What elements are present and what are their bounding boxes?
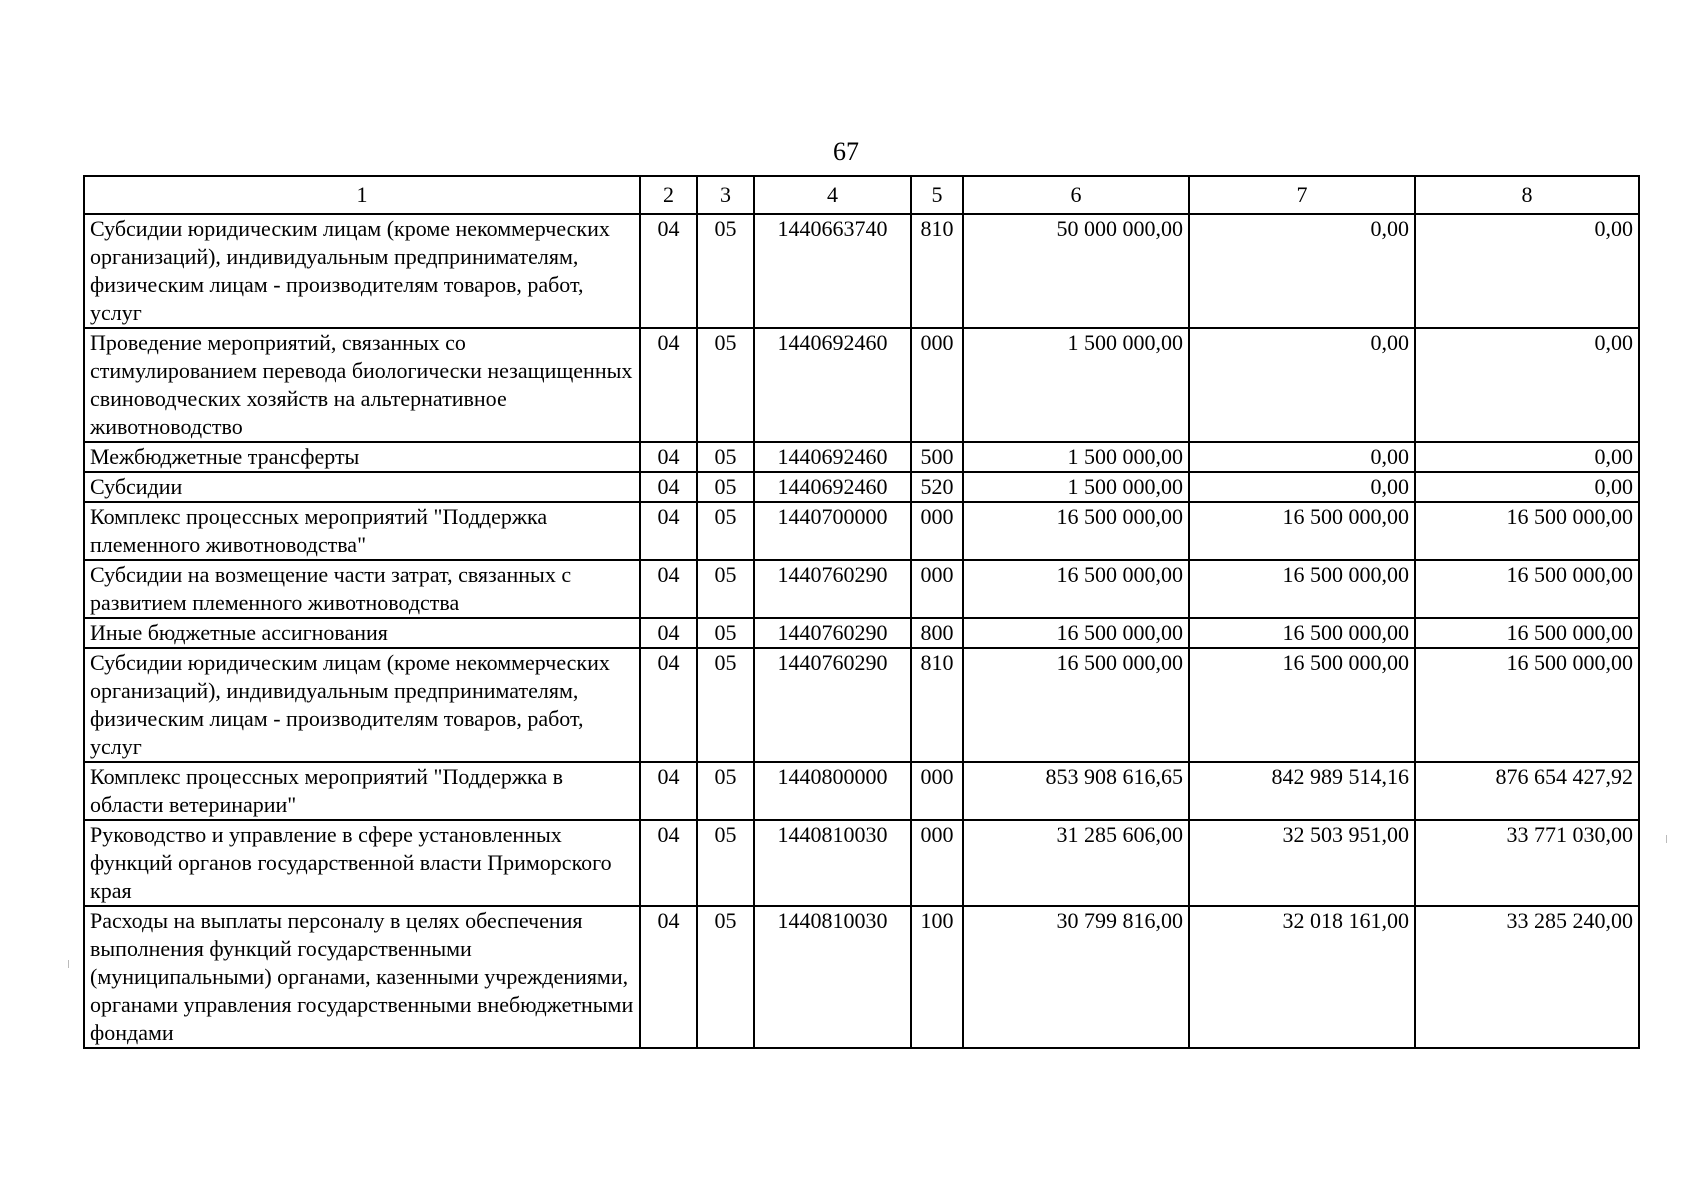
expense-type-cell: 000 bbox=[911, 762, 963, 820]
row-name-cell: Расходы на выплаты персоналу в целях обеспечения выполнения функций государственными (муниципальными) органами, казенными учреждениями, органами управления государственными внебюджетными фондами bbox=[84, 906, 640, 1048]
amount-cell-year3: 16 500 000,00 bbox=[1415, 560, 1639, 618]
column-header: 2 bbox=[640, 176, 697, 214]
target-article-cell: 1440810030 bbox=[754, 906, 911, 1048]
table-row bbox=[84, 214, 1639, 328]
header-row bbox=[84, 176, 1639, 214]
section-cell: 04 bbox=[640, 648, 697, 762]
row-name-cell: Субсидии на возмещение части затрат, связанных с развитием племенного животноводства bbox=[84, 560, 640, 618]
subsection-cell: 05 bbox=[697, 648, 754, 762]
amount-cell-year1: 31 285 606,00 bbox=[963, 820, 1189, 906]
expense-type-cell: 000 bbox=[911, 820, 963, 906]
table-row bbox=[84, 618, 1639, 648]
amount-cell-year2: 16 500 000,00 bbox=[1189, 502, 1415, 560]
expense-type-cell: 800 bbox=[911, 618, 963, 648]
section-cell: 04 bbox=[640, 906, 697, 1048]
table-row bbox=[84, 442, 1639, 472]
amount-cell-year2: 0,00 bbox=[1189, 442, 1415, 472]
subsection-cell: 05 bbox=[697, 560, 754, 618]
subsection-cell: 05 bbox=[697, 214, 754, 328]
target-article-cell: 1440663740 bbox=[754, 214, 911, 328]
amount-cell-year1: 1 500 000,00 bbox=[963, 472, 1189, 502]
amount-cell-year1: 16 500 000,00 bbox=[963, 502, 1189, 560]
table-row bbox=[84, 560, 1639, 618]
amount-cell-year2: 16 500 000,00 bbox=[1189, 648, 1415, 762]
row-name-cell: Субсидии bbox=[84, 472, 640, 502]
amount-cell-year2: 16 500 000,00 bbox=[1189, 618, 1415, 648]
section-cell: 04 bbox=[640, 328, 697, 442]
column-header: 3 bbox=[697, 176, 754, 214]
row-name-cell: Комплекс процессных мероприятий "Поддержка племенного животноводства" bbox=[84, 502, 640, 560]
amount-cell-year1: 30 799 816,00 bbox=[963, 906, 1189, 1048]
table-row bbox=[84, 472, 1639, 502]
amount-cell-year2: 0,00 bbox=[1189, 328, 1415, 442]
expense-type-cell: 100 bbox=[911, 906, 963, 1048]
budget-table bbox=[83, 175, 1640, 1049]
column-header: 4 bbox=[754, 176, 911, 214]
amount-cell-year1: 1 500 000,00 bbox=[963, 442, 1189, 472]
row-name-cell: Иные бюджетные ассигнования bbox=[84, 618, 640, 648]
amount-cell-year2: 32 018 161,00 bbox=[1189, 906, 1415, 1048]
amount-cell-year1: 853 908 616,65 bbox=[963, 762, 1189, 820]
column-header: 6 bbox=[963, 176, 1189, 214]
amount-cell-year3: 33 285 240,00 bbox=[1415, 906, 1639, 1048]
target-article-cell: 1440692460 bbox=[754, 472, 911, 502]
target-article-cell: 1440760290 bbox=[754, 618, 911, 648]
amount-cell-year1: 16 500 000,00 bbox=[963, 618, 1189, 648]
subsection-cell: 05 bbox=[697, 906, 754, 1048]
scan-mark bbox=[68, 960, 69, 968]
expense-type-cell: 000 bbox=[911, 560, 963, 618]
row-name-cell: Субсидии юридическим лицам (кроме некоммерческих организаций), индивидуальным предпринимателям, физическим лицам - производителям товаров, работ, услуг bbox=[84, 214, 640, 328]
amount-cell-year1: 16 500 000,00 bbox=[963, 648, 1189, 762]
subsection-cell: 05 bbox=[697, 618, 754, 648]
amount-cell-year3: 33 771 030,00 bbox=[1415, 820, 1639, 906]
row-name-cell: Межбюджетные трансферты bbox=[84, 442, 640, 472]
amount-cell-year3: 0,00 bbox=[1415, 328, 1639, 442]
page-number: 67 bbox=[833, 137, 859, 166]
row-name-cell: Комплекс процессных мероприятий "Поддержка в области ветеринарии" bbox=[84, 762, 640, 820]
amount-cell-year2: 16 500 000,00 bbox=[1189, 560, 1415, 618]
expense-type-cell: 810 bbox=[911, 214, 963, 328]
subsection-cell: 05 bbox=[697, 820, 754, 906]
amount-cell-year1: 16 500 000,00 bbox=[963, 560, 1189, 618]
amount-cell-year3: 876 654 427,92 bbox=[1415, 762, 1639, 820]
target-article-cell: 1440692460 bbox=[754, 442, 911, 472]
section-cell: 04 bbox=[640, 762, 697, 820]
amount-cell-year1: 50 000 000,00 bbox=[963, 214, 1189, 328]
row-name-cell: Руководство и управление в сфере установленных функций органов государственной власти Приморского края bbox=[84, 820, 640, 906]
table-row bbox=[84, 502, 1639, 560]
expense-type-cell: 520 bbox=[911, 472, 963, 502]
target-article-cell: 1440800000 bbox=[754, 762, 911, 820]
section-cell: 04 bbox=[640, 820, 697, 906]
scan-mark bbox=[1666, 835, 1667, 843]
target-article-cell: 1440700000 bbox=[754, 502, 911, 560]
section-cell: 04 bbox=[640, 560, 697, 618]
expense-type-cell: 810 bbox=[911, 648, 963, 762]
row-name-cell: Проведение мероприятий, связанных со стимулированием перевода биологически незащищенных свиноводческих хозяйств на альтернативное животноводство bbox=[84, 328, 640, 442]
table-row bbox=[84, 762, 1639, 820]
expense-type-cell: 500 bbox=[911, 442, 963, 472]
amount-cell-year3: 0,00 bbox=[1415, 472, 1639, 502]
section-cell: 04 bbox=[640, 472, 697, 502]
subsection-cell: 05 bbox=[697, 442, 754, 472]
amount-cell-year2: 0,00 bbox=[1189, 214, 1415, 328]
target-article-cell: 1440760290 bbox=[754, 648, 911, 762]
amount-cell-year3: 16 500 000,00 bbox=[1415, 648, 1639, 762]
expense-type-cell: 000 bbox=[911, 502, 963, 560]
target-article-cell: 1440810030 bbox=[754, 820, 911, 906]
amount-cell-year2: 842 989 514,16 bbox=[1189, 762, 1415, 820]
column-header: 1 bbox=[84, 176, 640, 214]
amount-cell-year2: 32 503 951,00 bbox=[1189, 820, 1415, 906]
column-header: 8 bbox=[1415, 176, 1639, 214]
amount-cell-year3: 16 500 000,00 bbox=[1415, 502, 1639, 560]
section-cell: 04 bbox=[640, 618, 697, 648]
column-header: 5 bbox=[911, 176, 963, 214]
target-article-cell: 1440692460 bbox=[754, 328, 911, 442]
amount-cell-year3: 0,00 bbox=[1415, 214, 1639, 328]
expense-type-cell: 000 bbox=[911, 328, 963, 442]
table-row bbox=[84, 820, 1639, 906]
amount-cell-year3: 16 500 000,00 bbox=[1415, 618, 1639, 648]
target-article-cell: 1440760290 bbox=[754, 560, 911, 618]
amount-cell-year1: 1 500 000,00 bbox=[963, 328, 1189, 442]
subsection-cell: 05 bbox=[697, 472, 754, 502]
table-row bbox=[84, 906, 1639, 1048]
subsection-cell: 05 bbox=[697, 328, 754, 442]
section-cell: 04 bbox=[640, 442, 697, 472]
table-row bbox=[84, 648, 1639, 762]
section-cell: 04 bbox=[640, 214, 697, 328]
table-row bbox=[84, 328, 1639, 442]
subsection-cell: 05 bbox=[697, 762, 754, 820]
amount-cell-year3: 0,00 bbox=[1415, 442, 1639, 472]
column-header: 7 bbox=[1189, 176, 1415, 214]
subsection-cell: 05 bbox=[697, 502, 754, 560]
row-name-cell: Субсидии юридическим лицам (кроме некоммерческих организаций), индивидуальным предпринимателям, физическим лицам - производителям товаров, работ, услуг bbox=[84, 648, 640, 762]
amount-cell-year2: 0,00 bbox=[1189, 472, 1415, 502]
section-cell: 04 bbox=[640, 502, 697, 560]
